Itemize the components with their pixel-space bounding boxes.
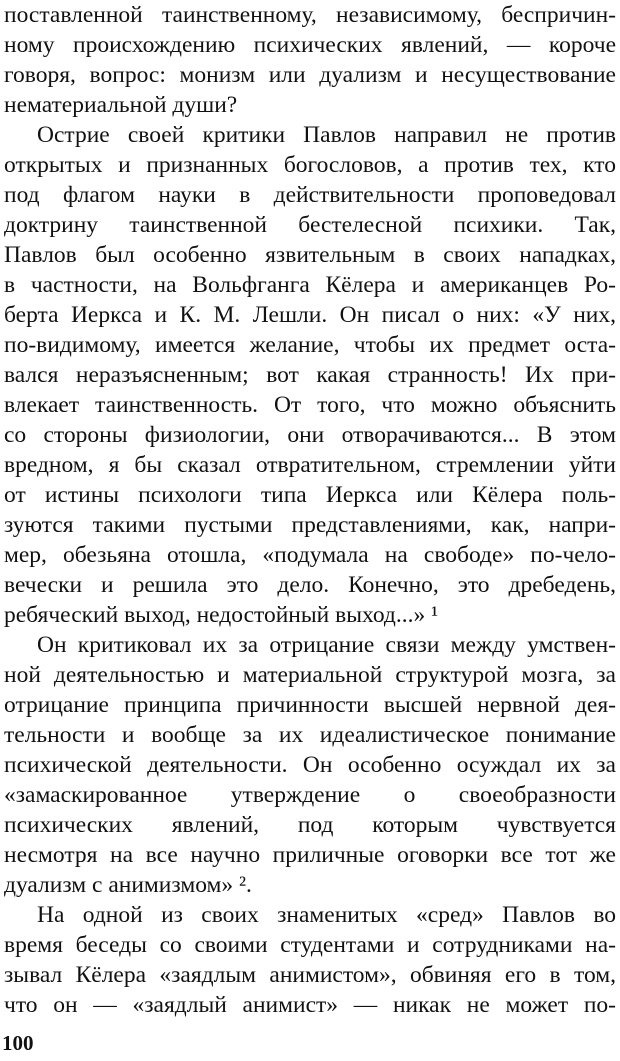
text-line: под флагом науки в действительности проповедовал (4, 182, 616, 208)
text-line: психических явлений, под которым чувствуется (4, 812, 616, 838)
text-line: Острие своей критики Павлов направил не против (37, 122, 616, 148)
text-line: нематериальной души? (4, 92, 238, 118)
text-line: зывал Кёлера «заядлым анимистом», обвиняя его в том, (4, 962, 616, 988)
text-line: берта Иеркса и К. М. Лешли. Он писал о них: «У них, (4, 302, 616, 328)
text-line: от истины психологи типа Иеркса или Кёлера поль- (4, 482, 616, 508)
text-line: отрицание принципа причинности высшей нервной дея- (4, 692, 616, 718)
text-line: психической деятельности. Он особенно осуждал их за (4, 752, 616, 778)
text-line: вечески и решила это дело. Конечно, это дребедень, (4, 572, 616, 598)
text-line: открытых и признанных богословов, а против тех, кто (4, 152, 616, 178)
text-line: тельности и вообще за их идеалистическое понимание (4, 722, 616, 748)
text-line: ной деятельностью и материальной структурой мозга, за (4, 662, 616, 688)
text-line: несмотря на все научно приличные оговорки все тот же (4, 842, 616, 868)
text-line: «замаскированное утверждение о своеобразности (4, 782, 616, 808)
text-line: дуализм с анимизмом» ². (4, 872, 252, 898)
text-line: ному происхождению психических явлений, — короче (4, 32, 616, 58)
text-line: вался неразъясненным; вот какая странность! Их при- (4, 362, 616, 388)
text-line: вредном, я бы сказал отвратительном, стремлении уйти (4, 452, 616, 478)
text-line: что он — «заядлый анимист» — никак не может по- (4, 992, 616, 1018)
text-line: Павлов был особенно язвительным в своих нападках, (4, 242, 616, 268)
text-line: в частности, на Вольфганга Кёлера и американцев Ро- (4, 272, 616, 298)
page-number: 100 (2, 1031, 34, 1055)
text-line: поставленной таинственному, независимому, беспричин- (4, 2, 616, 28)
text-line: говоря, вопрос: монизм или дуализм и несуществование (4, 62, 616, 88)
text-line: зуются такими пустыми представлениями, как, напри- (4, 512, 616, 538)
text-line: ребяческий выход, недостойный выход...» ¹ (4, 602, 439, 628)
text-line: доктрину таинственной бестелесной психики. Так, (4, 212, 616, 238)
text-line: со стороны физиологии, они отворачиваются... В этом (4, 422, 616, 448)
text-line: Он критиковал их за отрицание связи между умствен- (37, 632, 616, 658)
text-line: по-видимому, имеется желание, чтобы их предмет оста- (4, 332, 616, 358)
text-line: мер, обезьяна отошла, «подумала на свободе» по-чело- (4, 542, 616, 568)
text-line: На одной из своих знаменитых «сред» Павлов во (37, 902, 616, 928)
text-line: время беседы со своими студентами и сотрудниками на- (4, 932, 616, 958)
text-line: влекает таинственность. От того, что можно объяснить (4, 392, 616, 418)
